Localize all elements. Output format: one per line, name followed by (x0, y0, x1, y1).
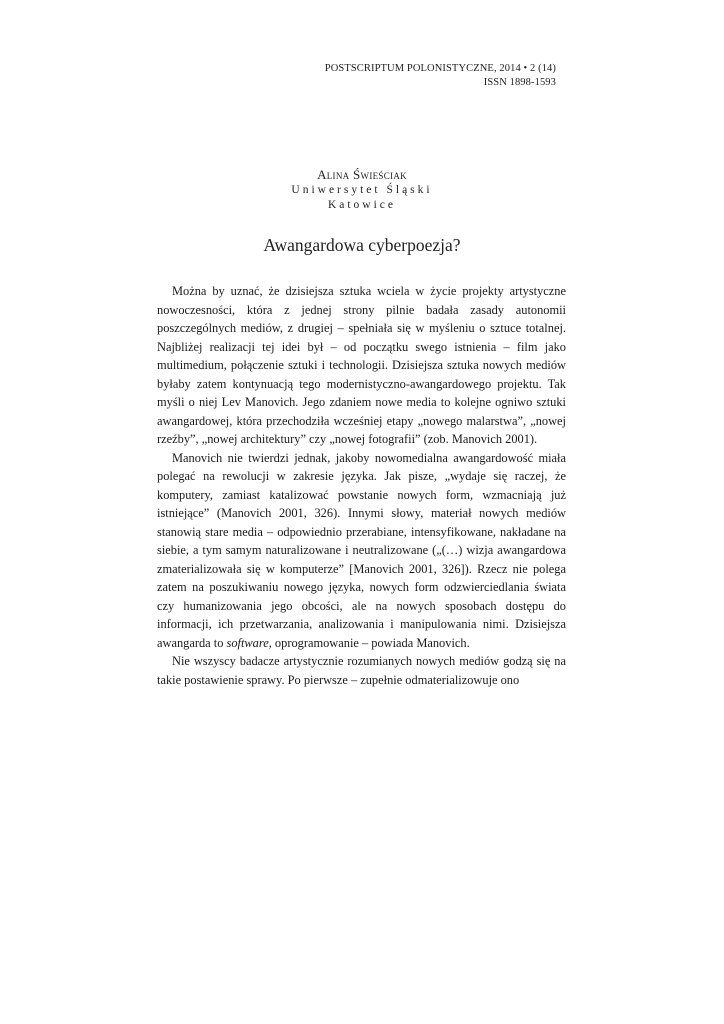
city: Katowice (327, 199, 397, 211)
affiliation: Uniwersytet Śląski (291, 184, 433, 196)
paragraph-2-text-b: , oprogramowanie – powiada Manovich. (268, 635, 470, 650)
paragraph-2 (157, 449, 566, 653)
author-name: Alina Świeściak (317, 167, 407, 182)
author-block (0, 166, 724, 213)
article-body (157, 282, 566, 689)
journal-header (325, 62, 556, 90)
paragraph-2-italic: software (226, 635, 269, 650)
article-title: Awangardowa cyberpoezja? (263, 235, 461, 255)
journal-line: POSTSCRIPTUM POLONISTYCZNE, 2014 • 2 (14) (324, 63, 556, 74)
paragraph-3: Nie wszyscy badacze artystycznie rozumianych nowych mediów godzą się na takie postawienie sprawy. Po pierwsze – zupełnie odmaterializowuje ono (157, 654, 566, 687)
paragraph-2-text-a: Manovich nie twierdzi jednak, jakoby nowomedialna awangardowość miała polegać na rewolucji w zakresie języka. Jak pisze, „wydaje się raczej, że komputery, zamiast katalizować powstanie nowych form, wzmacniają już istniejące” (Manovich 2001, 326). Innymi słowy, materiał nowych mediów stanowią stare media – odpowiednio przerabiane, intensyfikowane, nakładane na siebie, a tym samym naturalizowane i neutralizowane („(…) wizja awangardowa zmaterializowała się w komputerze” [Manovich 2001, 326]). Rzecz nie polega zatem na poszukiwaniu nowego języka, nowych form odzwierciedlania świata czy humanizowania jego obcości, ale na nowych sposobach dostępu do informacji, ich przetwarzania, analizowania i manipulowania nimi. Dzisiejsza awangarda to (157, 450, 566, 650)
paragraph-1: Można by uznać, że dzisiejsza sztuka wciela w życie projekty artystyczne nowoczesności, która z jednej strony pilnie badała zasady autonomii poszczególnych mediów, z drugiej – spełniała się w myśleniu o sztuce totalnej. Najbliżej realizacji tej idei był – od początku swego istnienia – film jako multimedium, połączenie sztuki i technologii. Dzisiejsza sztuka nowych mediów byłaby zatem kontynuacją tego modernistyczno-awangardowego projektu. Tak myśli o niej Lev Manovich. Jego zdaniem nowe media to kolejne ogniwo sztuki awangardowej, która przechodziła wcześniej etapy „nowego malarstwa”, „nowej rzeźby”, „nowej architektury” czy „nowej fotografii” (zob. Manovich 2001). (157, 284, 566, 446)
issn-line: ISSN 1898-1593 (483, 77, 556, 88)
